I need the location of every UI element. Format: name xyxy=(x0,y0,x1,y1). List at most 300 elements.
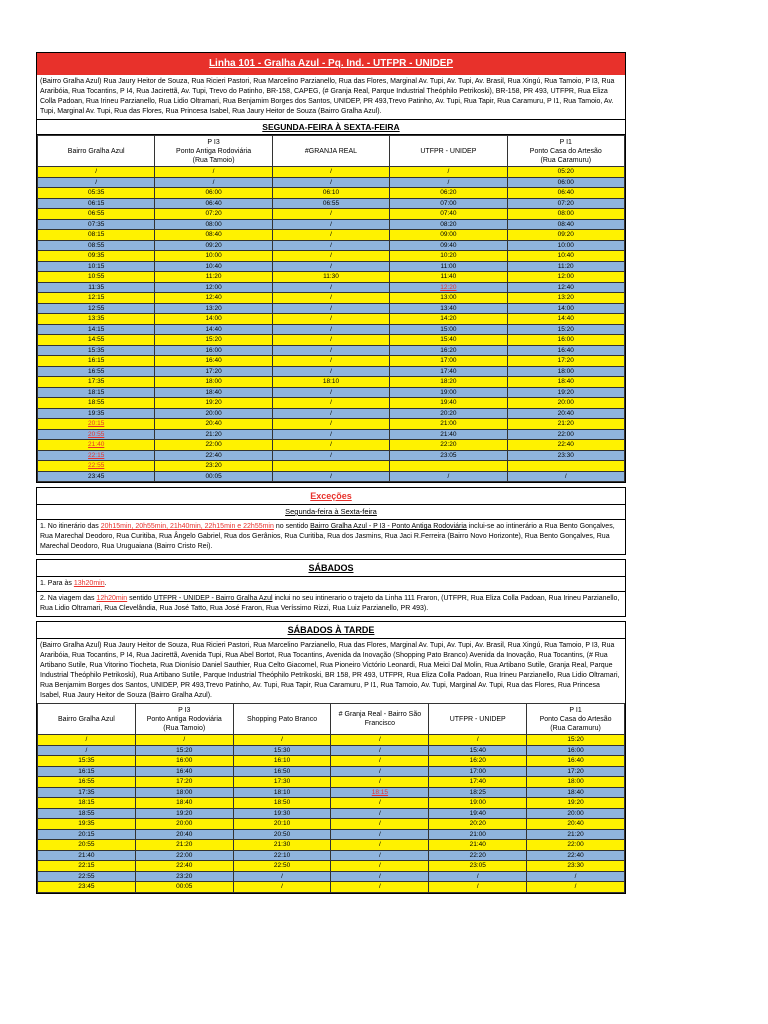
table-cell: 20:40 xyxy=(135,829,233,840)
table-cell: 10:55 xyxy=(38,272,155,283)
table-cell: 20:40 xyxy=(527,819,625,830)
table-row xyxy=(38,808,625,819)
table-cell: 12:00 xyxy=(155,282,272,293)
table-cell: 22:40 xyxy=(135,861,233,872)
table-cell: 13:35 xyxy=(38,314,155,325)
table-cell: 21:40 xyxy=(38,850,136,861)
table-cell: 11:40 xyxy=(390,272,507,283)
table-cell: 14:40 xyxy=(507,314,624,325)
table-row xyxy=(38,324,625,335)
table-cell: 21:20 xyxy=(507,419,624,430)
table-cell: 19:00 xyxy=(429,798,527,809)
saturday-note-2 xyxy=(37,591,625,616)
table-cell: 13:20 xyxy=(155,303,272,314)
table-cell: 18:40 xyxy=(527,787,625,798)
table-row xyxy=(38,240,625,251)
table-cell: / xyxy=(331,840,429,851)
table-row xyxy=(38,419,625,430)
table-cell: 16:55 xyxy=(38,366,155,377)
table-cell: 17:35 xyxy=(38,787,136,798)
table-cell: 12:00 xyxy=(507,272,624,283)
table-cell: 13:40 xyxy=(390,303,507,314)
table-cell: 22:00 xyxy=(155,440,272,451)
table-cell: / xyxy=(331,882,429,893)
table-cell: / xyxy=(272,419,389,430)
note-route: UTFPR - UNIDEP - Bairro Gralha Azul xyxy=(153,595,273,602)
table-cell: 19:20 xyxy=(135,808,233,819)
table-cell: 16:20 xyxy=(429,756,527,767)
table-cell: 22:20 xyxy=(390,440,507,451)
table-row xyxy=(38,745,625,756)
table-cell: 21:40 xyxy=(38,440,155,451)
table-cell: 06:55 xyxy=(38,209,155,220)
table-cell: 20:55 xyxy=(38,429,155,440)
table-cell: / xyxy=(135,735,233,746)
table-cell: 17:20 xyxy=(507,356,624,367)
table-cell: 18:00 xyxy=(507,366,624,377)
table-cell: 22:10 xyxy=(233,850,331,861)
table-cell: / xyxy=(272,303,389,314)
table-cell: 07:35 xyxy=(38,219,155,230)
table-cell: / xyxy=(429,735,527,746)
saturday-block xyxy=(36,559,626,617)
table-cell: 17:20 xyxy=(527,766,625,777)
table-cell: 19:35 xyxy=(38,819,136,830)
table-cell: / xyxy=(331,745,429,756)
table-row xyxy=(38,850,625,861)
table-cell: 09:40 xyxy=(390,240,507,251)
column-header: Bairro Gralha Azul xyxy=(38,704,136,735)
table-cell: 17:35 xyxy=(38,377,155,388)
table-cell: / xyxy=(272,167,389,178)
column-header: # Granja Real - Bairro São Francisco xyxy=(331,704,429,735)
table-cell: 09:35 xyxy=(38,251,155,262)
table-row xyxy=(38,861,625,872)
table-cell: / xyxy=(331,861,429,872)
table-cell: / xyxy=(38,177,155,188)
table-cell: 19:40 xyxy=(429,808,527,819)
table-cell: / xyxy=(429,882,527,893)
table-cell: 13:20 xyxy=(507,293,624,304)
table-cell: 11:30 xyxy=(272,272,389,283)
table-cell: 19:35 xyxy=(38,408,155,419)
table-row xyxy=(38,766,625,777)
table-cell: 18:15 xyxy=(38,798,136,809)
table-cell: / xyxy=(272,240,389,251)
exceptions-block xyxy=(36,487,626,555)
note-route: Bairro Gralha Azul - P I3 - Ponto Antiga Rodoviária xyxy=(310,523,467,530)
table-cell: 15:40 xyxy=(390,335,507,346)
table-row xyxy=(38,461,625,472)
note-text: inclui-se ao intinerário a Rua Bento Gonçalves, Rua Marechal Deodoro, Rua Curitiba, Rua Ângelo Gabriel, Rua dos Gerânios, Rua Curitiba, Rua dos Jasmins, Rua Jaci R.Ferreira (Bairro Novo Horizonte), Rua Bento Gonçalves, Rua Marechal Deodoro, Rua Uruguaiana (Bairro Cristo Rei). xyxy=(40,523,615,550)
note-text: . xyxy=(104,580,107,587)
table-row xyxy=(38,293,625,304)
table-cell: 18:00 xyxy=(155,377,272,388)
table-cell: / xyxy=(331,735,429,746)
table-cell: 20:10 xyxy=(233,819,331,830)
table-cell: 23:45 xyxy=(38,882,136,893)
table-cell: 22:15 xyxy=(38,450,155,461)
table-cell: / xyxy=(331,798,429,809)
table-cell: 22:40 xyxy=(507,440,624,451)
table-cell: 21:20 xyxy=(155,429,272,440)
table-cell: 12:55 xyxy=(38,303,155,314)
table-row xyxy=(38,167,625,178)
column-header: UTFPR - UNIDEP xyxy=(429,704,527,735)
table-cell: 00:05 xyxy=(135,882,233,893)
table-cell: 16:00 xyxy=(527,745,625,756)
exceptions-note xyxy=(37,519,625,554)
table-cell: / xyxy=(527,882,625,893)
table-cell: 14:40 xyxy=(155,324,272,335)
table-cell: 14:00 xyxy=(155,314,272,325)
table-cell: 16:00 xyxy=(507,335,624,346)
table-cell: / xyxy=(331,756,429,767)
note-text: 2. Na viagem das xyxy=(40,595,97,602)
table-row xyxy=(38,230,625,241)
table-cell: 19:40 xyxy=(390,398,507,409)
table-cell: 23:05 xyxy=(429,861,527,872)
table-cell: / xyxy=(272,429,389,440)
table-cell: 08:40 xyxy=(155,230,272,241)
table-cell: 15:20 xyxy=(155,335,272,346)
table-cell: 06:00 xyxy=(507,177,624,188)
table-cell: 17:20 xyxy=(135,777,233,788)
table-cell xyxy=(272,461,389,472)
table-cell: 09:20 xyxy=(507,230,624,241)
column-header: P I3 Ponto Antiga Rodoviária (Rua Tamoio) xyxy=(135,704,233,735)
table-cell: 18:15 xyxy=(38,387,155,398)
table-cell: 18:55 xyxy=(38,808,136,819)
table-cell: 19:20 xyxy=(155,398,272,409)
table-cell: 18:50 xyxy=(233,798,331,809)
table-cell: 17:40 xyxy=(390,366,507,377)
note-times: 20h15min, 20h55min, 21h40min, 22h15min e 22h55min xyxy=(100,523,274,530)
table-row xyxy=(38,882,625,893)
table-cell: 15:35 xyxy=(38,345,155,356)
table-row xyxy=(38,251,625,262)
table-cell: / xyxy=(390,471,507,482)
table-cell: / xyxy=(155,167,272,178)
table-cell: 12:40 xyxy=(507,282,624,293)
table-row xyxy=(38,282,625,293)
table-row xyxy=(38,840,625,851)
table-cell: 18:10 xyxy=(233,787,331,798)
table-cell: / xyxy=(272,345,389,356)
table-cell xyxy=(507,461,624,472)
table-row xyxy=(38,398,625,409)
table-cell: / xyxy=(331,777,429,788)
table-cell: / xyxy=(331,766,429,777)
table-cell: 16:20 xyxy=(390,345,507,356)
table-row xyxy=(38,219,625,230)
table-cell: 21:20 xyxy=(527,829,625,840)
note-text: 1. Para às xyxy=(40,580,74,587)
note-text: 1. No itinerário das xyxy=(40,523,101,530)
table-cell: 20:20 xyxy=(429,819,527,830)
table-cell: 12:15 xyxy=(38,293,155,304)
table-cell: / xyxy=(272,251,389,262)
table-cell: 10:40 xyxy=(507,251,624,262)
table-cell: 07:20 xyxy=(155,209,272,220)
table-cell: 16:00 xyxy=(155,345,272,356)
table-cell: / xyxy=(331,871,429,882)
route-description: (Bairro Gralha Azul) Rua Jaury Heitor de Souza, Rua Ricieri Pastori, Rua Marcelino Parzianello, Rua das Flores, Marginal Av. Tupi, Av. Tupi, Av. Brasil, Rua Xingú, Rua Tamoio, P I3, Rua Araribóia, Rua Tocantins, P I4, Rua Jacirettã, Av. Tupi, Trevo do Patinho, BR-158, CAPEG, (# Granja Real, Parque Industrial Theóphilo Petrikoski), BR-158, PR 493, UTFPR, Rua Eliza Colla Padoan, Rua Irineu Parzianello, Rua Lidio Oltramari, Rua Benjamim Borges dos Santos, UNIDEP, PR 493,Trevo Patinho, Av. Tupi, Rua Tapir, Rua Caramuru, P I1, Rua Tamoio, Av. Tupi, Marginal Av. Tupi, Rua das Flores, Rua Princesa Isabel, Rua Jaury Heitor de Souza (Bairro Gralha Azul). xyxy=(40,78,615,115)
note-text: sentido xyxy=(127,595,154,602)
table-cell: / xyxy=(272,366,389,377)
table-cell: 21:40 xyxy=(390,429,507,440)
weekday-section-title: SEGUNDA-FEIRA À SEXTA-FEIRA xyxy=(37,119,625,135)
table-cell: 18:15 xyxy=(331,787,429,798)
page-title: Linha 101 - Gralha Azul - Pq. Ind. - UTFPR - UNIDEP xyxy=(37,53,625,75)
table-cell: 11:20 xyxy=(507,261,624,272)
table-cell: 06:00 xyxy=(155,188,272,199)
table-cell: 17:40 xyxy=(429,777,527,788)
table-cell: / xyxy=(507,471,624,482)
table-cell: 23:30 xyxy=(527,861,625,872)
table-cell: 22:55 xyxy=(38,461,155,472)
table-cell: 16:50 xyxy=(233,766,331,777)
table-cell: 07:00 xyxy=(390,198,507,209)
table-cell: 19:30 xyxy=(233,808,331,819)
saturday-route-description: (Bairro Gralha Azul) Rua Jaury Heitor de Souza, Rua Ricieri Pastori, Rua Marcelino Parzianello, Rua das Flores, Marginal Av. Tupi, Av. Tupi, Av. Brasil, Rua Xingú, Rua Tamoio, P I3, Rua Araribóia, Rua Tocantins, P I4, Rua Jacirettã, Avenida Tupi, Rua Abel Bortot, Rua Tocantins, Avenida da Inovação (Shopping Pato Branco) Avenida da Inovação, Rua Tocantins, (# Rua Artibano Sutile, Rua Vitorino Tiocheta, Rua Dionísio Daniel Sauthier, Rua Celto Giacomel, Rua Pioneiro Victório Leonardi, Rua Meici Dal Molin, Rua Artibano Sutile, Granja Real, Parque Industrial Theóphilo Petrikoski), Rua Artibano Sutile, Parque Industrial Theóphilo Petrikoski, BR 158, PR 493, UTFPR, Rua Eliza Colla Padoan, Rua Irineu Parzianello, Rua Lidio Oltramari, Rua Benjamim Borges dos Santos, UNIDEP, PR 493,Trevo Patinho, Av. Tupi, Rua Tapir, Rua Caramuru, P I1, Rua Tamoio, Av. Tupi, Marginal Av. Tupi, Rua das Flores, Rua Princesa Isabel, Rua Jaury Heitor de Souza (Bairro Gralha Azul). xyxy=(37,638,625,703)
table-cell: / xyxy=(331,850,429,861)
table-cell: 19:00 xyxy=(390,387,507,398)
table-cell: 05:35 xyxy=(38,188,155,199)
weekday-block xyxy=(36,52,626,483)
table-cell xyxy=(390,461,507,472)
table-cell: 23:30 xyxy=(507,450,624,461)
table-cell: 16:15 xyxy=(38,766,136,777)
table-row xyxy=(38,198,625,209)
table-cell: / xyxy=(38,167,155,178)
table-header-row xyxy=(38,136,625,167)
table-cell: 08:20 xyxy=(390,219,507,230)
table-cell: 16:40 xyxy=(155,356,272,367)
table-cell: 06:10 xyxy=(272,188,389,199)
table-cell: 17:20 xyxy=(155,366,272,377)
table-cell: 16:40 xyxy=(527,756,625,767)
table-cell: 20:40 xyxy=(155,419,272,430)
table-cell: 15:20 xyxy=(527,735,625,746)
table-row xyxy=(38,177,625,188)
table-cell: / xyxy=(272,324,389,335)
table-cell: / xyxy=(272,219,389,230)
table-cell: 21:20 xyxy=(135,840,233,851)
table-cell: 22:00 xyxy=(507,429,624,440)
table-row xyxy=(38,408,625,419)
table-cell: 10:20 xyxy=(390,251,507,262)
table-cell: 16:15 xyxy=(38,356,155,367)
table-cell: 15:40 xyxy=(429,745,527,756)
table-cell: 17:30 xyxy=(233,777,331,788)
table-cell: 18:40 xyxy=(155,387,272,398)
table-row xyxy=(38,829,625,840)
table-cell: 18:40 xyxy=(135,798,233,809)
table-cell: 06:40 xyxy=(155,198,272,209)
table-cell: 20:00 xyxy=(155,408,272,419)
table-cell: 11:35 xyxy=(38,282,155,293)
table-cell: 11:00 xyxy=(390,261,507,272)
table-cell: 18:10 xyxy=(272,377,389,388)
table-cell: 22:40 xyxy=(527,850,625,861)
table-cell: 21:00 xyxy=(390,419,507,430)
table-cell: / xyxy=(331,808,429,819)
table-cell: 19:20 xyxy=(507,387,624,398)
table-cell: / xyxy=(272,450,389,461)
table-cell: 20:40 xyxy=(507,408,624,419)
table-row xyxy=(38,303,625,314)
table-cell: 20:00 xyxy=(507,398,624,409)
table-row xyxy=(38,819,625,830)
table-cell: 16:40 xyxy=(135,766,233,777)
table-row xyxy=(38,314,625,325)
table-row xyxy=(38,735,625,746)
table-cell: 15:20 xyxy=(507,324,624,335)
table-cell: / xyxy=(233,735,331,746)
table-cell: / xyxy=(272,261,389,272)
table-cell: 20:15 xyxy=(38,829,136,840)
exceptions-title: Exceções xyxy=(310,491,352,501)
table-cell: 08:55 xyxy=(38,240,155,251)
table-cell: 19:20 xyxy=(527,798,625,809)
table-cell: / xyxy=(38,735,136,746)
column-header: #GRANJA REAL xyxy=(272,136,389,167)
table-cell: / xyxy=(272,398,389,409)
table-row xyxy=(38,777,625,788)
table-cell: / xyxy=(233,882,331,893)
table-cell: 06:40 xyxy=(507,188,624,199)
table-row xyxy=(38,209,625,220)
table-cell: 08:00 xyxy=(155,219,272,230)
table-cell: / xyxy=(527,871,625,882)
note-time: 12h20min xyxy=(96,595,128,602)
table-row xyxy=(38,756,625,767)
table-row xyxy=(38,272,625,283)
table-cell: 13:00 xyxy=(390,293,507,304)
table-cell: / xyxy=(272,282,389,293)
table-header-row xyxy=(38,704,625,735)
table-cell: 21:40 xyxy=(429,840,527,851)
table-cell: 00:05 xyxy=(155,471,272,482)
table-cell: 23:20 xyxy=(155,461,272,472)
table-cell: / xyxy=(155,177,272,188)
table-cell: 20:15 xyxy=(38,419,155,430)
table-row xyxy=(38,471,625,482)
table-row xyxy=(38,356,625,367)
column-header: Shopping Pato Branco xyxy=(233,704,331,735)
column-header: P I1 Ponto Casa do Artesão (Rua Caramuru) xyxy=(507,136,624,167)
table-cell: 06:20 xyxy=(390,188,507,199)
table-cell: 10:00 xyxy=(507,240,624,251)
table-cell: 22:55 xyxy=(38,871,136,882)
table-cell: / xyxy=(272,356,389,367)
table-row xyxy=(38,335,625,346)
exceptions-subtitle: Segunda-feira à Sexta-feira xyxy=(37,504,625,519)
table-cell: / xyxy=(272,408,389,419)
saturday-afternoon-title: SÁBADOS À TARDE xyxy=(287,625,375,635)
table-row xyxy=(38,429,625,440)
table-row xyxy=(38,387,625,398)
schedule-page xyxy=(36,52,626,894)
table-cell: 23:05 xyxy=(390,450,507,461)
table-row xyxy=(38,440,625,451)
table-cell: / xyxy=(272,387,389,398)
table-cell: 14:00 xyxy=(507,303,624,314)
table-cell: 15:20 xyxy=(135,745,233,756)
table-cell: 20:20 xyxy=(390,408,507,419)
table-cell: 05:20 xyxy=(507,167,624,178)
column-header: P I3 Ponto Antiga Rodoviária (Rua Tamoio) xyxy=(155,136,272,167)
table-row xyxy=(38,261,625,272)
table-cell: 22:00 xyxy=(135,850,233,861)
table-cell: 08:40 xyxy=(507,219,624,230)
table-row xyxy=(38,787,625,798)
table-cell: / xyxy=(272,440,389,451)
table-cell: 15:00 xyxy=(390,324,507,335)
table-cell: 20:00 xyxy=(527,808,625,819)
table-cell: / xyxy=(272,230,389,241)
saturday-afternoon-block xyxy=(36,621,626,894)
column-header: UTFPR - UNIDEP xyxy=(390,136,507,167)
table-cell: 14:55 xyxy=(38,335,155,346)
table-cell: 08:00 xyxy=(507,209,624,220)
table-cell: / xyxy=(272,335,389,346)
table-cell: / xyxy=(429,871,527,882)
note-text: no sentido xyxy=(273,523,311,530)
note-time: 13h20min xyxy=(73,580,105,587)
table-cell: / xyxy=(390,167,507,178)
table-cell: 07:40 xyxy=(390,209,507,220)
table-cell: 23:20 xyxy=(135,871,233,882)
table-cell: 18:20 xyxy=(390,377,507,388)
table-cell: 12:40 xyxy=(155,293,272,304)
table-cell: 16:40 xyxy=(507,345,624,356)
note-text: inclui no seu intinerario o trajeto da Linha 111 Fraron, (UTFPR, Rua Eliza Colla Padoan, Rua Irineu Parzianello, Rua Lidio Oltramari, Rua Clevelândia, Rua José Tatto, Rua José Fraron, Rua Veríssimo Rizzi, Rua Luiz Parzianello, PR 493). xyxy=(40,595,620,612)
table-row xyxy=(38,366,625,377)
table-cell: 10:00 xyxy=(155,251,272,262)
table-cell: 16:00 xyxy=(135,756,233,767)
table-row xyxy=(38,450,625,461)
table-cell: 14:15 xyxy=(38,324,155,335)
table-cell: 06:55 xyxy=(272,198,389,209)
table-cell: / xyxy=(390,177,507,188)
table-cell: 21:30 xyxy=(233,840,331,851)
column-header: Bairro Gralha Azul xyxy=(38,136,155,167)
table-cell: 20:00 xyxy=(135,819,233,830)
table-cell: 18:55 xyxy=(38,398,155,409)
table-cell: 18:40 xyxy=(507,377,624,388)
table-cell: 09:20 xyxy=(155,240,272,251)
table-cell: 21:00 xyxy=(429,829,527,840)
table-cell: 06:15 xyxy=(38,198,155,209)
saturday-timetable xyxy=(37,703,625,893)
saturday-note-1 xyxy=(37,576,625,591)
table-cell: 22:50 xyxy=(233,861,331,872)
table-cell: / xyxy=(331,829,429,840)
table-cell: / xyxy=(331,819,429,830)
table-cell: 08:15 xyxy=(38,230,155,241)
table-cell: / xyxy=(272,471,389,482)
table-cell: 17:00 xyxy=(390,356,507,367)
table-row xyxy=(38,345,625,356)
table-cell: 10:15 xyxy=(38,261,155,272)
table-cell: / xyxy=(272,177,389,188)
table-cell: 20:50 xyxy=(233,829,331,840)
table-cell: / xyxy=(233,871,331,882)
table-row xyxy=(38,798,625,809)
table-cell: 18:00 xyxy=(527,777,625,788)
